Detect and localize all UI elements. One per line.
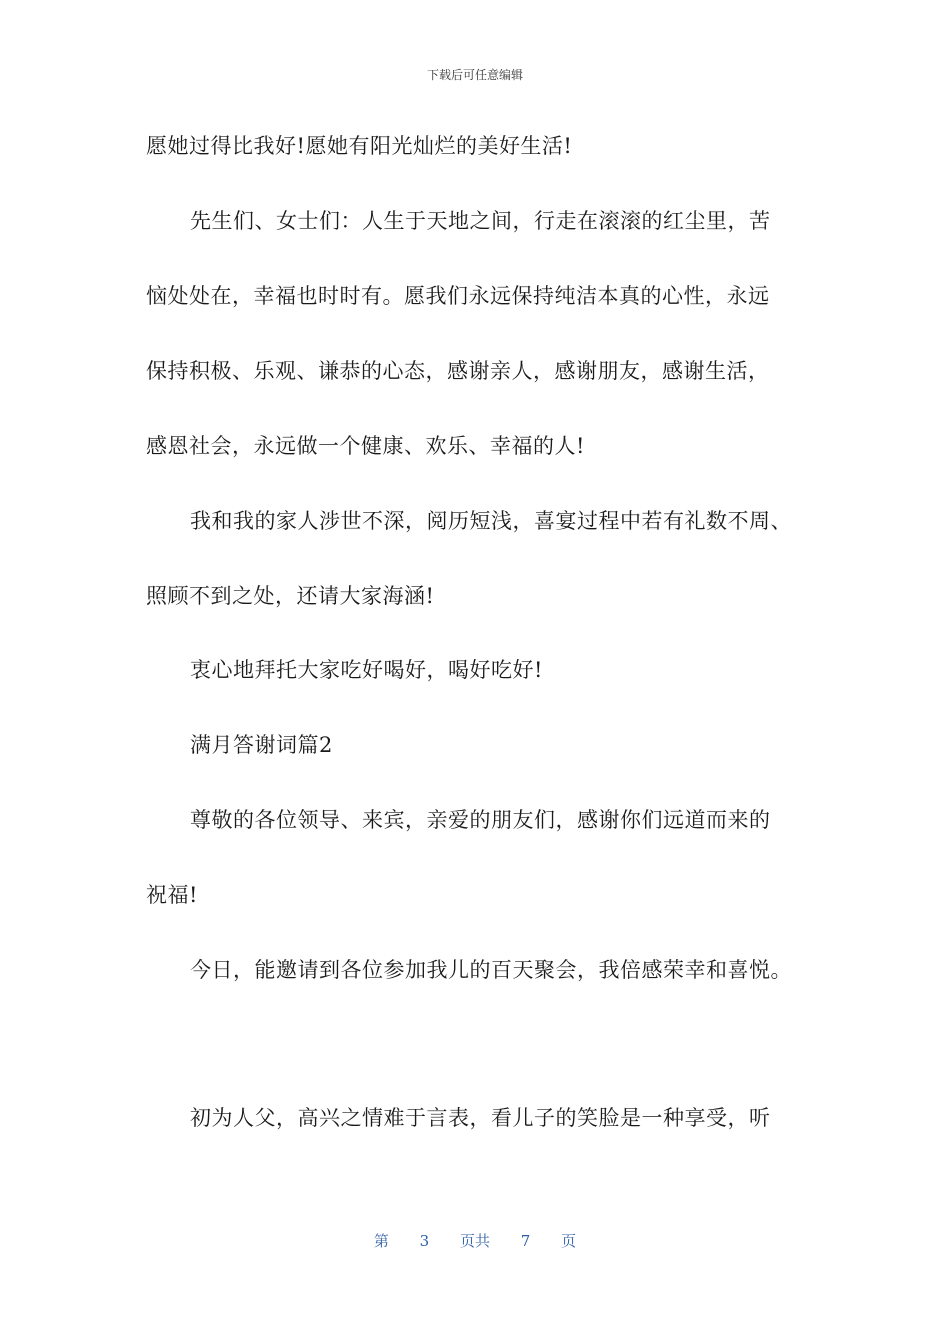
page-footer [0, 1230, 950, 1251]
page-header: 下载后可任意编辑 [426, 68, 523, 82]
body-line: 恼处处在，幸福也时时有。愿我们永远保持纯洁本真的心性，永远 [146, 284, 770, 308]
body-line: 衷心地拜托大家吃好喝好，喝好吃好! [190, 658, 543, 682]
body-line: 照顾不到之处，还请大家海涵! [146, 584, 435, 608]
body-line: 先生们、女士们：人生于天地之间，行走在滚滚的红尘里，苦 [190, 209, 771, 233]
body-line: 今日，能邀请到各位参加我儿的百天聚会，我倍感荣幸和喜悦。 [190, 958, 792, 982]
body-line: 祝福! [146, 883, 198, 907]
footer-label-page-of: 页共 [459, 1232, 490, 1250]
body-line: 我和我的家人涉世不深，阅历短浅，喜宴过程中若有礼数不周、 [190, 509, 792, 533]
body-line: 感恩社会，永远做一个健康、欢乐、幸福的人! [146, 434, 585, 458]
footer-total-pages: 7 [520, 1232, 531, 1250]
section-heading: 满月答谢词篇2 [190, 733, 333, 757]
body-line: 愿她过得比我好!愿她有阳光灿烂的美好生活! [146, 134, 573, 158]
body-line: 尊敬的各位领导、来宾，亲爱的朋友们，感谢你们远道而来的 [190, 808, 771, 832]
body-line: 初为人父，高兴之情难于言表，看儿子的笑脸是一种享受，听 [190, 1106, 771, 1130]
footer-current-page: 3 [419, 1232, 430, 1250]
footer-label-page-suffix: 页 [561, 1232, 577, 1250]
footer-label-page-prefix: 第 [373, 1232, 389, 1250]
body-line: 保持积极、乐观、谦恭的心态，感谢亲人，感谢朋友，感谢生活， [146, 359, 770, 383]
